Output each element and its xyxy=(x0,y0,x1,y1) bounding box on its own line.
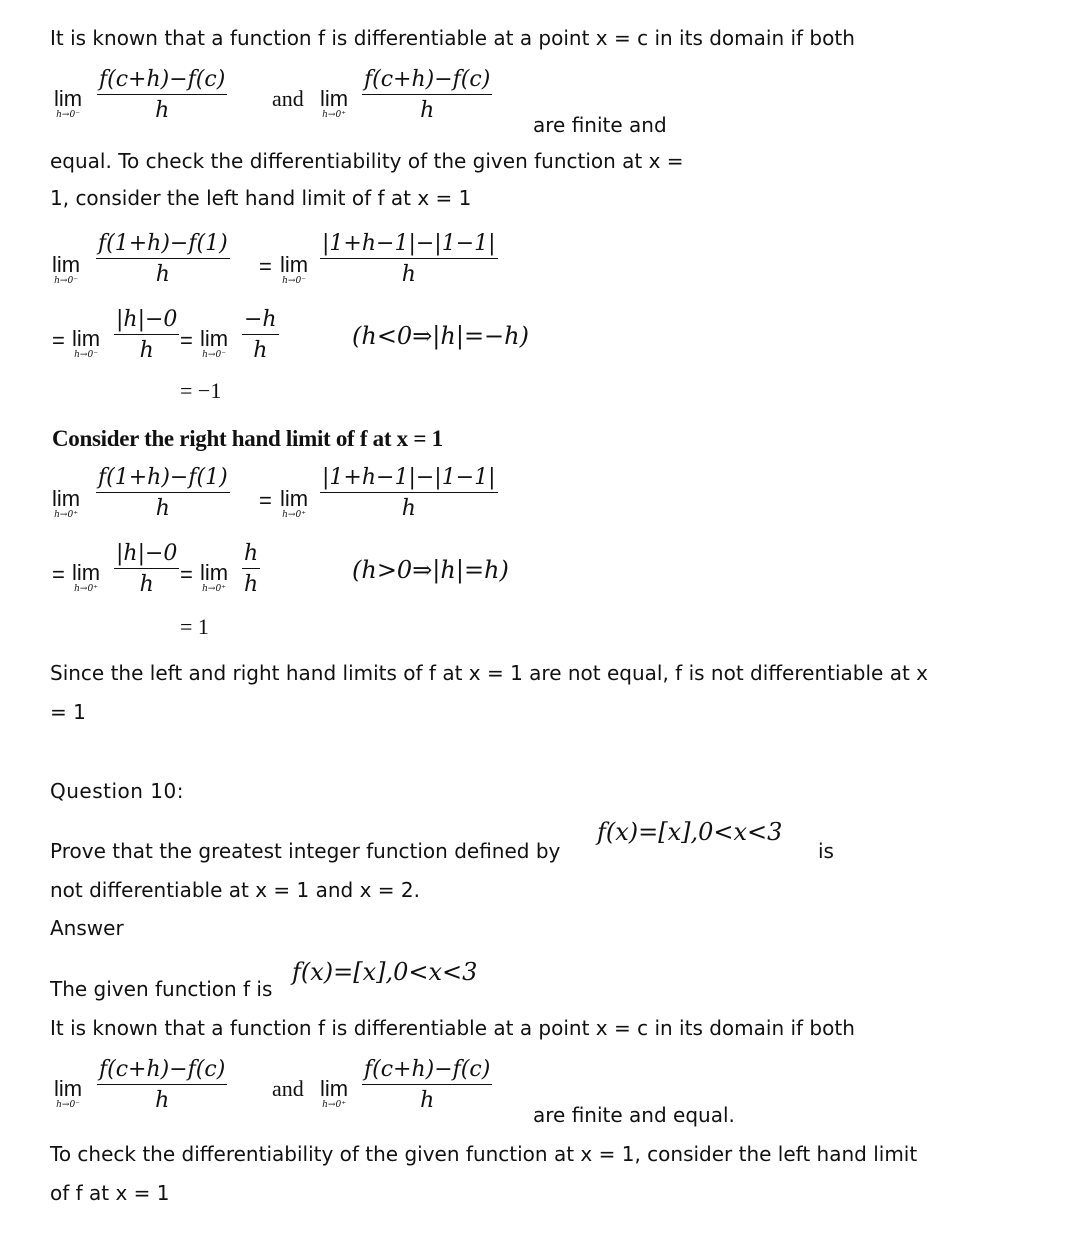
lim-word: lim xyxy=(52,252,81,277)
fraction-def-left-1 xyxy=(97,66,227,127)
numerator: |h|−0 xyxy=(116,307,178,332)
answer-label: Answer xyxy=(50,916,124,940)
lhl-fraction-2 xyxy=(320,230,498,291)
lhl-fraction-4 xyxy=(242,306,279,367)
conclusion-line-1: Since the left and right hand limits of f at x = 1 are not equal, f is not differentiable at x xyxy=(50,661,928,685)
lim-word: lim xyxy=(280,252,309,277)
denominator: h xyxy=(139,572,154,597)
intro-tail: are finite and xyxy=(533,113,667,137)
lim-subscript: h→0⁺ xyxy=(202,584,226,594)
answer-line-3: of f at x = 1 xyxy=(50,1181,170,1205)
intro-line-2: equal. To check the differentiability of the given function at x = xyxy=(50,149,684,173)
numerator: f(c+h)−f(c) xyxy=(99,1057,226,1082)
numerator: f(c+h)−f(c) xyxy=(364,67,491,92)
question-formula: f(x)=[x],0<x<3 xyxy=(597,818,783,846)
lim-word: lim xyxy=(320,86,349,111)
lim-subscript: h→0⁻ xyxy=(282,276,306,286)
rhl-fraction-1 xyxy=(96,464,230,525)
and-word: and xyxy=(272,86,304,111)
answer-line-1: It is known that a function f is differentiable at a point x = c in its domain if both xyxy=(50,1016,855,1040)
numerator: |h|−0 xyxy=(116,541,178,566)
numerator: f(c+h)−f(c) xyxy=(364,1057,491,1082)
lim-subscript: h→0⁻ xyxy=(56,1100,80,1110)
lhl-result: = −1 xyxy=(180,378,222,403)
lhl-lim-2 xyxy=(280,254,308,286)
denominator: h xyxy=(155,98,170,123)
lim-subscript: h→0⁺ xyxy=(282,510,306,520)
equals-sign: = xyxy=(259,488,272,513)
fraction-def-left-2 xyxy=(97,1056,227,1117)
lim-subscript: h→0⁻ xyxy=(202,350,226,360)
denominator: h xyxy=(420,98,435,123)
rhl-lim-1 xyxy=(52,488,80,520)
limit-right-def-1 xyxy=(320,88,348,120)
answer-line-2: To check the differentiability of the given function at x = 1, consider the left hand limit xyxy=(50,1142,918,1166)
lhl-lim-3 xyxy=(72,328,100,360)
lim-word: lim xyxy=(320,1076,349,1101)
lim-word: lim xyxy=(200,560,229,585)
denominator: h xyxy=(155,262,170,287)
denominator: h xyxy=(155,1088,170,1113)
rhl-fraction-4 xyxy=(242,540,260,601)
lim-subscript: h→0⁻ xyxy=(74,350,98,360)
numerator: |1+h−1|−|1−1| xyxy=(322,231,496,256)
denominator: h xyxy=(244,572,259,597)
numerator: f(1+h)−f(1) xyxy=(98,231,228,256)
question-text-a: Prove that the greatest integer function defined by xyxy=(50,839,561,863)
numerator: f(c+h)−f(c) xyxy=(99,67,226,92)
intro-line-3: 1, consider the left hand limit of f at x = 1 xyxy=(50,186,472,210)
numerator: h xyxy=(244,541,259,566)
lim-word: lim xyxy=(54,1076,83,1101)
rhl-lim-2 xyxy=(280,488,308,520)
intro-line-1: It is known that a function f is differentiable at a point x = c in its domain if both xyxy=(50,26,855,50)
numerator: |1+h−1|−|1−1| xyxy=(322,465,496,490)
answer-formula: f(x)=[x],0<x<3 xyxy=(292,958,478,986)
lhl-lim-4 xyxy=(200,328,228,360)
rhl-fraction-2 xyxy=(320,464,498,525)
lhl-fraction-3 xyxy=(114,306,179,367)
lim-word: lim xyxy=(72,560,101,585)
lim-subscript: h→0⁻ xyxy=(54,276,78,286)
lim-subscript: h→0⁺ xyxy=(322,110,346,120)
lim-word: lim xyxy=(200,326,229,351)
and-word: and xyxy=(272,1076,304,1101)
fraction-def-right-1 xyxy=(362,66,492,127)
denominator: h xyxy=(253,338,268,363)
rhl-intro: Consider the right hand limit of f at x = 1 xyxy=(52,426,443,451)
limit-right-def-2 xyxy=(320,1078,348,1110)
lim-subscript: h→0⁺ xyxy=(74,584,98,594)
rhl-result: = 1 xyxy=(180,614,209,639)
lim-word: lim xyxy=(72,326,101,351)
equals-sign: = xyxy=(180,328,193,353)
lhl-fraction-1 xyxy=(96,230,230,291)
rhl-lim-3 xyxy=(72,562,100,594)
lim-subscript: h→0⁻ xyxy=(56,110,80,120)
lhl-lim-1 xyxy=(52,254,80,286)
numerator: f(1+h)−f(1) xyxy=(98,465,228,490)
question-text-b: is xyxy=(818,839,834,863)
limit-left-def-2 xyxy=(54,1078,82,1110)
rhl-lim-4 xyxy=(200,562,228,594)
equals-sign: = xyxy=(52,562,65,587)
denominator: h xyxy=(420,1088,435,1113)
fraction-def-right-2 xyxy=(362,1056,492,1117)
conclusion-line-2: = 1 xyxy=(50,700,86,724)
denominator: h xyxy=(401,496,416,521)
denominator: h xyxy=(139,338,154,363)
limit-left-def-1 xyxy=(54,88,82,120)
lim-word: lim xyxy=(280,486,309,511)
equals-sign: = xyxy=(52,328,65,353)
answer-tail: are finite and equal. xyxy=(533,1103,735,1127)
answer-given-text: The given function f is xyxy=(50,977,273,1001)
rhl-fraction-3 xyxy=(114,540,179,601)
denominator: h xyxy=(155,496,170,521)
question-label: Question 10: xyxy=(50,779,184,803)
lim-subscript: h→0⁺ xyxy=(54,510,78,520)
lim-subscript: h→0⁺ xyxy=(322,1100,346,1110)
lim-word: lim xyxy=(54,86,83,111)
equals-sign: = xyxy=(180,562,193,587)
equals-sign: = xyxy=(259,254,272,279)
numerator: −h xyxy=(244,307,277,332)
question-line-2: not differentiable at x = 1 and x = 2. xyxy=(50,878,420,902)
lhl-condition: (h<0⇒|h|=−h) xyxy=(352,322,529,350)
lim-word: lim xyxy=(52,486,81,511)
denominator: h xyxy=(401,262,416,287)
rhl-condition: (h>0⇒|h|=h) xyxy=(352,556,509,584)
